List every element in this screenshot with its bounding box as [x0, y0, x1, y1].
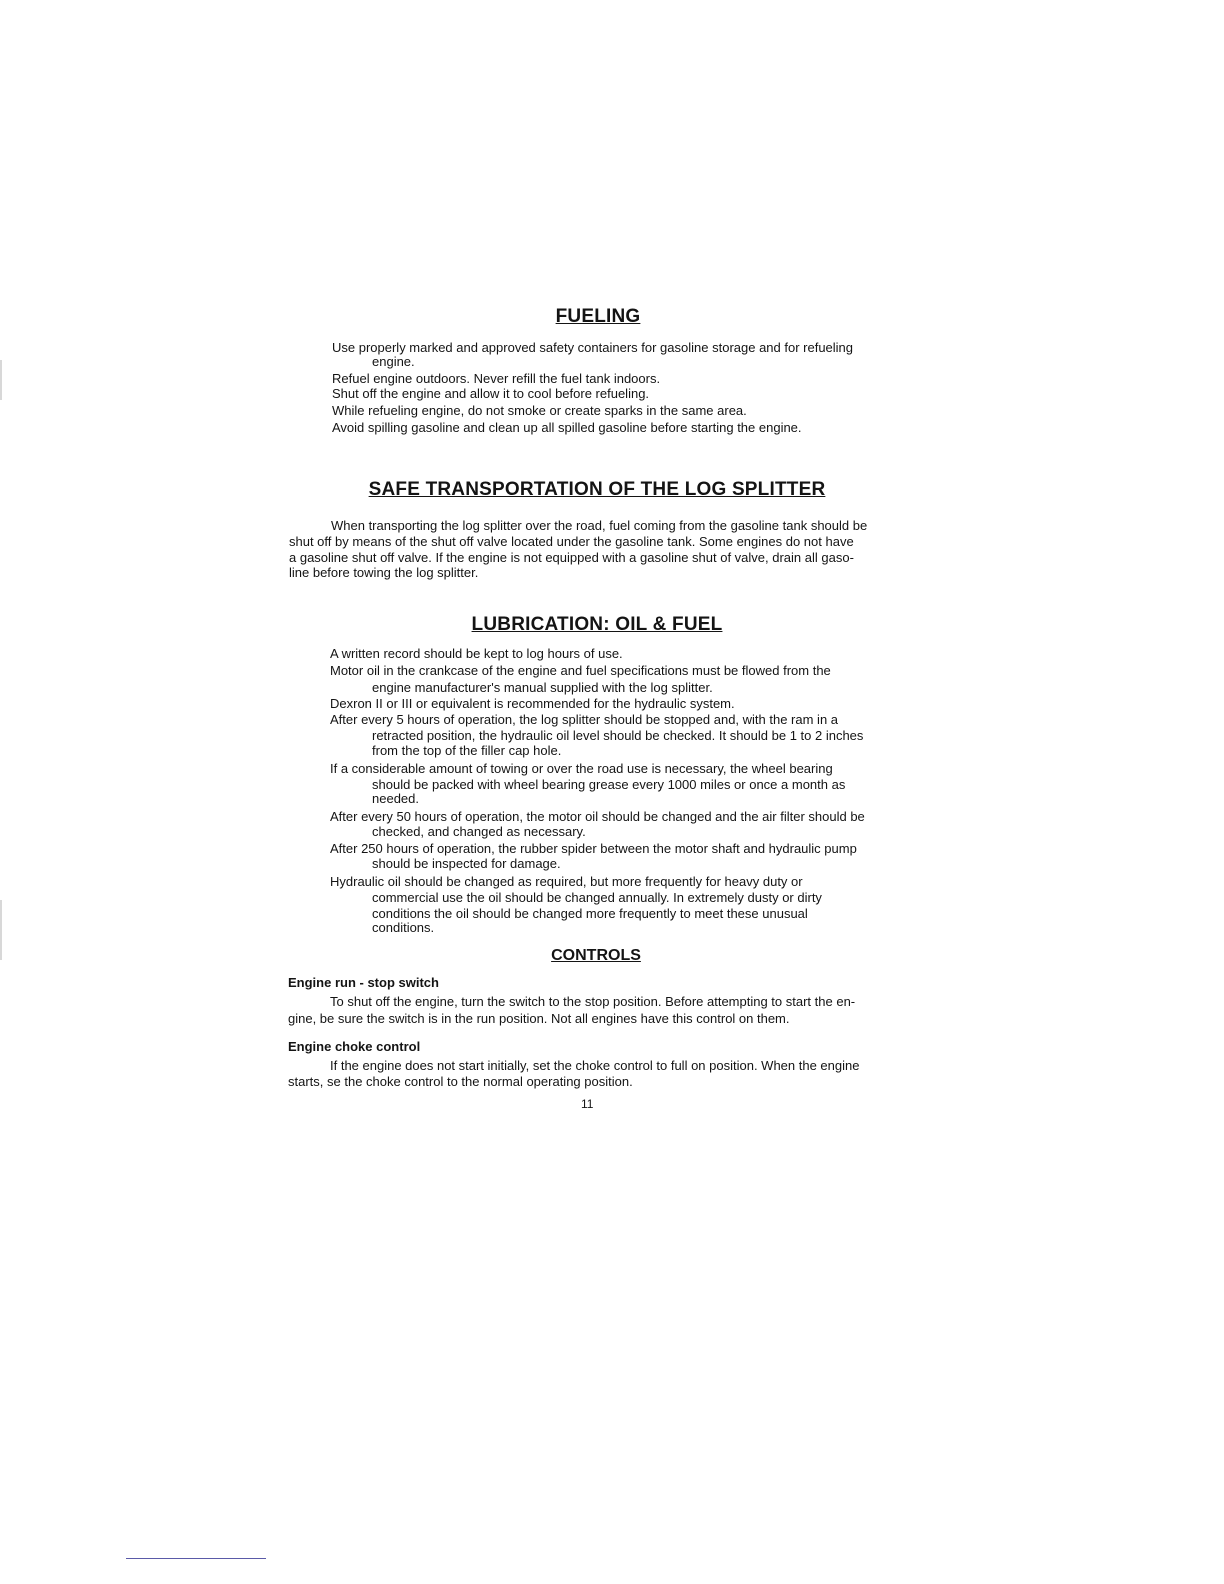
lubrication-line: conditions. — [372, 920, 435, 935]
transport-line: When transporting the log splitter over the road, fuel coming from the gasoline tank should be — [331, 518, 868, 533]
lubrication-line: should be packed with wheel bearing grease every 1000 miles or once a month as — [372, 777, 846, 792]
transport-line: a gasoline shut off valve. If the engine is not equipped with a gasoline shut of valve, drain all gaso- — [289, 550, 854, 565]
lubrication-line: commercial use the oil should be changed annually. In extremely dusty or dirty — [372, 890, 822, 905]
fueling-line: Use properly marked and approved safety containers for gasoline storage and for refueling — [332, 340, 854, 355]
lubrication-line: from the top of the filler cap hole. — [372, 743, 562, 758]
lubrication-line: conditions the oil should be changed more frequently to meet these unusual — [372, 906, 808, 921]
lubrication-line: Hydraulic oil should be changed as required, but more frequently for heavy duty or — [330, 874, 803, 889]
page-number: 11 — [581, 1097, 594, 1111]
lubrication-line: Dexron II or III or equivalent is recommended for the hydraulic system. — [330, 696, 735, 711]
lubrication-line: After every 5 hours of operation, the log splitter should be stopped and, with the ram in a — [330, 712, 839, 727]
fueling-line: engine. — [372, 354, 415, 369]
run-stop-line: gine, be sure the switch is in the run position. Not all engines have this control on them. — [288, 1011, 790, 1026]
lubrication-line: A written record should be kept to log hours of use. — [330, 646, 623, 661]
footer-rule — [126, 1558, 266, 1559]
lubrication-heading: LUBRICATION: OIL & FUEL — [471, 614, 723, 635]
lubrication-line: After 250 hours of operation, the rubber spider between the motor shaft and hydraulic pump — [330, 841, 857, 856]
lubrication-line: If a considerable amount of towing or over the road use is necessary, the wheel bearing — [330, 761, 833, 776]
choke-line: starts, se the choke control to the normal operating position. — [288, 1074, 633, 1089]
scan-edge-mark — [0, 900, 2, 960]
transport-line: shut off by means of the shut off valve located under the gasoline tank. Some engines do not have — [289, 534, 854, 549]
fueling-line: Refuel engine outdoors. Never refill the fuel tank indoors. — [332, 371, 661, 386]
lubrication-line: Motor oil in the crankcase of the engine and fuel specifications must be flowed from the — [330, 663, 831, 678]
fueling-line: While refueling engine, do not smoke or create sparks in the same area. — [332, 403, 747, 418]
lubrication-line: needed. — [372, 791, 419, 806]
transport-heading: SAFE TRANSPORTATION OF THE LOG SPLITTER — [368, 479, 826, 500]
lubrication-line: retracted position, the hydraulic oil level should be checked. It should be 1 to 2 inches — [372, 728, 864, 743]
transport-line: line before towing the log splitter. — [289, 565, 479, 580]
lubrication-line: should be inspected for damage. — [372, 856, 561, 871]
fueling-line: Shut off the engine and allow it to cool before refueling. — [332, 386, 650, 401]
fueling-heading: FUELING — [555, 306, 641, 327]
fueling-line: Avoid spilling gasoline and clean up all spilled gasoline before starting the engine. — [332, 420, 802, 435]
controls-heading: CONTROLS — [551, 947, 641, 964]
run-stop-line: To shut off the engine, turn the switch to the stop position. Before attempting to start the en- — [330, 994, 856, 1009]
scan-edge-mark — [0, 360, 2, 400]
lubrication-line: engine manufacturer's manual supplied with the log splitter. — [372, 680, 713, 695]
lubrication-line: checked, and changed as necessary. — [372, 824, 586, 839]
run-stop-switch-label: Engine run - stop switch — [288, 975, 439, 990]
lubrication-line: After every 50 hours of operation, the motor oil should be changed and the air filter should be — [330, 809, 865, 824]
choke-control-label: Engine choke control — [288, 1039, 421, 1054]
choke-line: If the engine does not start initially, set the choke control to full on position. When the engine — [330, 1058, 860, 1073]
